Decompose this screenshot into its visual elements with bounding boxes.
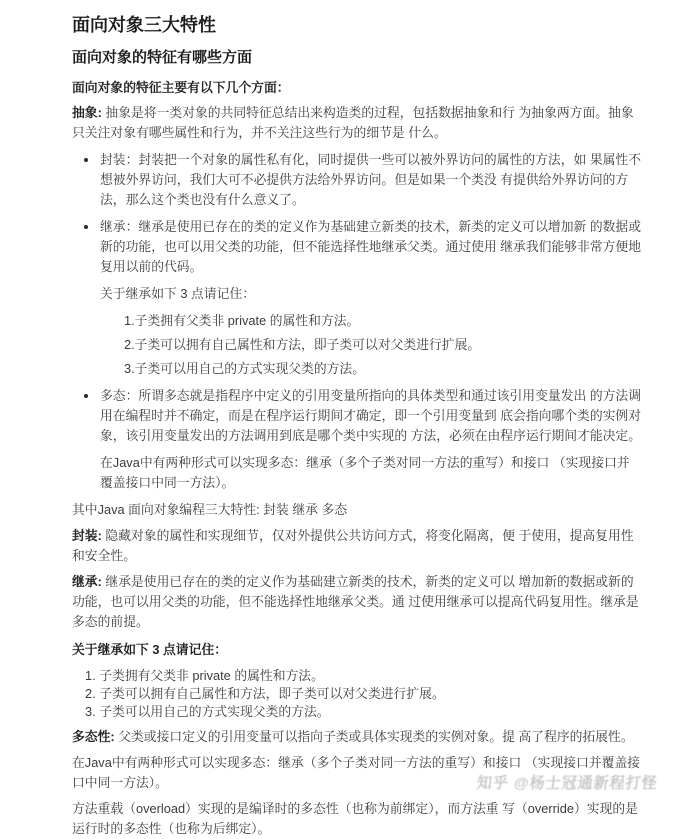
paragraph-polymorphism <box>72 727 642 747</box>
paragraph-java-forms: 在Java中有两种形式可以实现多态：继承（多个子类对同一方法的重写）和接口 （实现接口并覆盖接口中同一方法）。 <box>72 755 641 790</box>
list-item-inheritance <box>100 217 642 379</box>
summary-line: 其中Java 面向对象编程三大特性: 封装 继承 多态 <box>72 502 348 517</box>
remember-heading: 关于继承如下 3 点请记住： <box>72 642 227 657</box>
inheritance-point-2: 2.子类可以拥有自己属性和方法，即子类可以对父类进行扩展。 <box>124 337 481 352</box>
inheritance-text: 继承是使用已存在的类的定义作为基础建立新类的技术，新类的定义可以 增加新的数据或新的功能，也可以用父类的功能，但不能选择性地继承父类。通 过使用继承可以提高代码复用性。继承是多态的前提。 <box>72 574 639 629</box>
remember-point-2: 2. 子类可以拥有自己属性和方法，即子类可以对父类进行扩展。 <box>85 686 445 701</box>
polymorphism-note: 在Java中有两种形式可以实现多态：继承（多个子类对同一方法的重写）和接口 （实现接口并覆盖接口中同一方法）。 <box>100 455 630 490</box>
encapsulation-lead: 封装: <box>72 528 102 543</box>
remember-point-1: 1. 子类拥有父类非 private 的属性和方法。 <box>85 668 324 683</box>
paragraph-inheritance <box>72 572 642 632</box>
abstraction-lead: 抽象: <box>72 105 102 120</box>
encapsulation-bullet-text: 封装：封装把一个对象的属性私有化，同时提供一些可以被外界访问的属性的方法，如 果属性不想被外界访问，我们大可不必提供方法给外界访问。但是如果一个类没 有提供给外界访问的方法，那么这个类也没有什么意义了。 <box>100 152 642 207</box>
bullet-icon <box>84 394 88 398</box>
abstraction-text: 抽象是将一类对象的共同特征总结出来构造类的过程，包括数据抽象和行 为抽象两方面。抽象只关注对象有哪些属性和行为，并不关注这些行为的细节是 什么。 <box>72 105 634 140</box>
remember-points <box>85 667 642 721</box>
inheritance-lead: 继承: <box>72 574 102 589</box>
list-item-polymorphism <box>100 386 642 493</box>
paragraph-encapsulation <box>72 526 642 566</box>
polymorphism-text: 父类或接口定义的引用变量可以指向子类或具体实现类的实例对象。提 高了程序的拓展性。 <box>114 729 634 744</box>
paragraph-abstraction <box>72 103 642 143</box>
inheritance-point-1: 1.子类拥有父类非 private 的属性和方法。 <box>124 313 360 328</box>
page-title: 面向对象三大特性 <box>72 15 216 35</box>
list-item-encapsulation <box>100 150 642 210</box>
remember-point-3: 3. 子类可以用自己的方式实现父类的方法。 <box>85 704 330 719</box>
inheritance-points <box>124 311 642 379</box>
inheritance-point-3: 3.子类可以用自己的方式实现父类的方法。 <box>124 361 366 376</box>
zhihu-watermark: 知乎 @杨士冠通新程打怪 <box>476 775 659 792</box>
encapsulation-text: 隐藏对象的属性和实现细节，仅对外提供公共访问方式，将变化隔离，便 于使用，提高复用性和安全性。 <box>72 528 634 563</box>
inheritance-note: 关于继承如下 3 点请记住： <box>100 286 255 301</box>
paragraph-overload: 方法重载（overload）实现的是编译时的多态性（也称为前绑定），而方法重 写（override）实现的是运行时的多态性（也称为后绑定）。 <box>72 801 638 836</box>
bullet-icon <box>84 158 88 162</box>
inheritance-bullet-text: 继承：继承是使用已存在的类的定义作为基础建立新类的技术，新类的定义可以增加新 的数据或新的功能，也可以用父类的功能，但不能选择性地继承父类。通过使用 继承我们能够非常方便地复用以前的代码。 <box>100 219 642 274</box>
polymorphism-bullet-text: 多态：所谓多态就是指程序中定义的引用变量所指向的具体类型和通过该引用变量发出 的方法调用在编程时并不确定，而是在程序运行期间才确定，即一个引用变量到 底会指向哪个类的实例对象，该引用变量发出的方法调用到底是哪个类中实现的 方法，必须在由程序运行期间才能决定。 <box>100 388 642 443</box>
intro-line: 面向对象的特征主要有以下几个方面： <box>72 80 290 95</box>
section-heading: 面向对象的特征有哪些方面 <box>72 49 253 66</box>
polymorphism-lead: 多态性: <box>72 729 115 744</box>
bullet-icon <box>84 225 88 229</box>
feature-bullet-list <box>72 150 642 493</box>
